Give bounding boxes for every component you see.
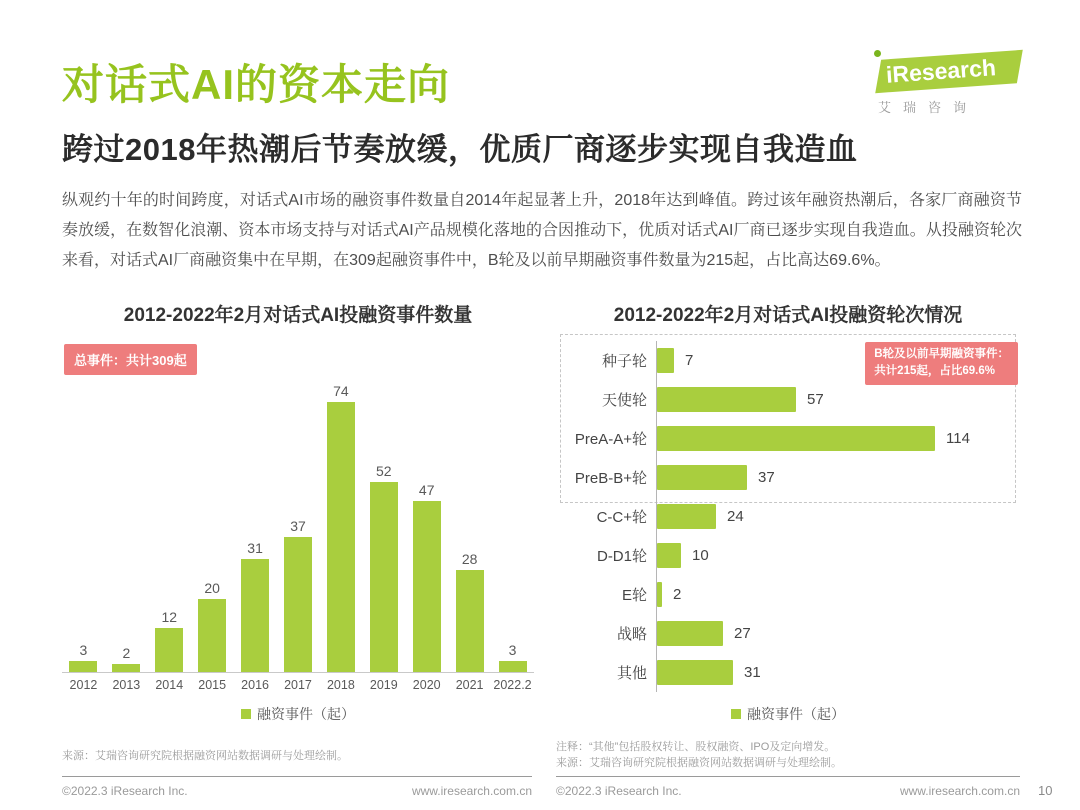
bar xyxy=(657,621,723,646)
bar xyxy=(370,482,398,672)
legend-swatch-icon xyxy=(731,709,741,719)
category-label: PreB-B+轮 xyxy=(574,470,647,487)
bar-value-label: 27 xyxy=(734,625,751,642)
left-chart-x-axis xyxy=(62,673,534,692)
bar-column xyxy=(234,540,277,672)
x-tick-label: 2013 xyxy=(112,678,141,692)
x-tick-label: 2019 xyxy=(369,678,398,692)
bar-column xyxy=(319,383,362,672)
bar xyxy=(155,628,183,672)
hbar-track xyxy=(656,575,1020,614)
x-tick-label: 2017 xyxy=(284,678,312,692)
bar xyxy=(499,661,527,672)
iresearch-logo-mark xyxy=(866,50,1022,92)
hbar-track xyxy=(656,536,1020,575)
bar xyxy=(657,582,662,607)
bar xyxy=(284,537,312,672)
right-chart-plot xyxy=(556,341,1020,692)
bar-column xyxy=(277,518,320,672)
bar-value-label: 52 xyxy=(376,463,392,479)
right-chart-note: 注释：“其他”包括股权转让、股权融资、IPO及定向增发。 xyxy=(556,741,836,753)
early-stage-badge-line2: 共计215起，占比69.6% xyxy=(874,365,995,378)
bar xyxy=(657,387,796,412)
bar xyxy=(456,570,484,672)
hbar-track xyxy=(656,380,1020,419)
hbar-track xyxy=(656,458,1020,497)
left-chart-title: 2012-2022年2月对话式AI投融资事件数量 xyxy=(123,305,473,326)
hbar-track xyxy=(656,653,1020,692)
legend-swatch-icon xyxy=(241,709,251,719)
footer-left xyxy=(62,776,532,798)
bar-value-label: 31 xyxy=(744,664,761,681)
page-number: 10 xyxy=(1038,783,1053,798)
bar-column xyxy=(491,642,534,672)
bar-column xyxy=(62,642,105,672)
bar-value-label: 3 xyxy=(508,642,517,658)
left-chart-plot xyxy=(62,363,534,673)
footer-website-link[interactable]: www.iresearch.com.cn xyxy=(411,784,532,798)
page-title: 对话式AI的资本走向 xyxy=(62,61,451,108)
bar-value-label: 20 xyxy=(204,580,220,596)
bar-value-label: 114 xyxy=(946,430,970,447)
right-chart-rows xyxy=(556,341,1020,692)
bar xyxy=(198,599,226,672)
category-label: 天使轮 xyxy=(601,392,647,409)
category-label: 种子轮 xyxy=(601,353,647,370)
x-tick-label: 2014 xyxy=(155,678,184,692)
hbar-track xyxy=(656,419,1020,458)
x-tick-label: 2021 xyxy=(455,678,484,692)
x-tick-label: 2012 xyxy=(69,678,98,692)
bar-value-label: 24 xyxy=(727,508,744,525)
hbar-row xyxy=(556,614,1020,653)
bar xyxy=(657,660,733,685)
bar-value-label: 37 xyxy=(758,469,775,486)
x-tick-label: 2016 xyxy=(241,678,269,692)
bar-value-label: 2 xyxy=(673,586,682,603)
bar-value-label: 28 xyxy=(461,551,478,567)
left-chart-legend xyxy=(62,704,534,724)
bar-column xyxy=(448,551,491,672)
right-chart-notes xyxy=(556,739,1020,771)
bar xyxy=(69,661,97,672)
bar-value-label: 7 xyxy=(685,352,694,369)
bar xyxy=(657,504,716,529)
bar xyxy=(657,426,935,451)
x-tick-label: 2018 xyxy=(326,678,355,692)
right-chart-title: 2012-2022年2月对话式AI投融资轮次情况 xyxy=(613,305,963,326)
body-paragraph: 纵观约十年的时间跨度，对话式AI市场的融资事件数量自2014年起显著上升，2018年达到峰值。跨过该年融资热潮后，各家厂商融资节奏放缓，在数智化浪潮、资本市场支持与对话式AI产品规模化落地的合因推动下，优质对话式AI厂商已逐步实现自我造血。从投融资轮次来看，对话式AI厂商融资集中在早期，在309起融资事件中，B轮及以前早期融资事件数量为215起，占比高达69.6%。 xyxy=(62,192,1022,269)
left-legend-label: 融资事件（起） xyxy=(257,706,355,722)
hbar-row xyxy=(556,653,1020,692)
chart-funding-rounds-panel xyxy=(556,300,1020,771)
logo-brand-text: iResearch xyxy=(885,54,997,88)
hbar-row xyxy=(556,380,1020,419)
bar-column xyxy=(148,609,191,672)
bar xyxy=(657,465,747,490)
category-label: C-C+轮 xyxy=(596,509,647,526)
page-subtitle: 跨过2018年热潮后节奏放缓，优质厂商逐步实现自我造血 xyxy=(62,132,858,167)
right-chart-source: 来源：艾瑞咨询研究院根据融资网站数据调研与处理绘制。 xyxy=(556,757,842,769)
total-events-badge: 总事件：共计309起 xyxy=(64,344,197,375)
hbar-row xyxy=(556,497,1020,536)
early-stage-badge xyxy=(865,342,1018,385)
bar-value-label: 37 xyxy=(290,518,306,534)
bar-value-label: 57 xyxy=(807,391,824,408)
hbar-row xyxy=(556,419,1020,458)
x-tick-label: 2020 xyxy=(412,678,441,692)
footer-copyright: ©2022.3 iResearch Inc. xyxy=(62,784,188,798)
bar-column xyxy=(105,645,148,672)
x-tick-label: 2015 xyxy=(198,678,227,692)
bar xyxy=(657,348,674,373)
logo-brand-cn: 艾瑞咨询 xyxy=(878,100,979,115)
footer-right xyxy=(556,776,1020,798)
bar-value-label: 74 xyxy=(333,383,349,399)
category-label: D-D1轮 xyxy=(596,548,647,565)
right-chart-legend xyxy=(556,704,1020,724)
hbar-row xyxy=(556,536,1020,575)
bar xyxy=(657,543,681,568)
bar-value-label: 3 xyxy=(79,642,88,658)
bar-value-label: 47 xyxy=(418,482,435,498)
logo-dot-icon xyxy=(874,50,881,57)
bar xyxy=(241,559,269,672)
right-legend-label: 融资事件（起） xyxy=(747,706,845,722)
bar-value-label: 31 xyxy=(247,540,263,556)
footer-copyright: ©2022.3 iResearch Inc. xyxy=(556,784,682,798)
hbar-track xyxy=(656,614,1020,653)
category-label: 其他 xyxy=(616,665,647,682)
category-label: E轮 xyxy=(621,587,647,604)
bar-column xyxy=(191,580,234,672)
bar-column xyxy=(405,482,448,672)
bar xyxy=(112,664,140,672)
bar-value-label: 10 xyxy=(692,547,709,564)
bar-column xyxy=(362,463,405,672)
category-label: PreA-A+轮 xyxy=(574,431,647,448)
early-stage-badge-line1: B轮及以前早期融资事件： xyxy=(874,348,1009,360)
x-tick-label: 2022.2 xyxy=(493,678,532,692)
hbar-row xyxy=(556,575,1020,614)
bar-value-label: 12 xyxy=(161,609,178,625)
bar-value-label: 2 xyxy=(122,645,131,661)
chart-funding-events-panel xyxy=(62,300,534,763)
hbar-row xyxy=(556,458,1020,497)
left-chart-source: 来源：艾瑞咨询研究院根据融资网站数据调研与处理绘制。 xyxy=(62,750,348,762)
bar xyxy=(327,402,355,672)
bar xyxy=(413,501,441,672)
hbar-track xyxy=(656,497,1020,536)
iresearch-logo xyxy=(866,50,1024,116)
footer-website-link[interactable]: www.iresearch.com.cn xyxy=(899,784,1020,798)
category-label: 战略 xyxy=(616,626,647,643)
